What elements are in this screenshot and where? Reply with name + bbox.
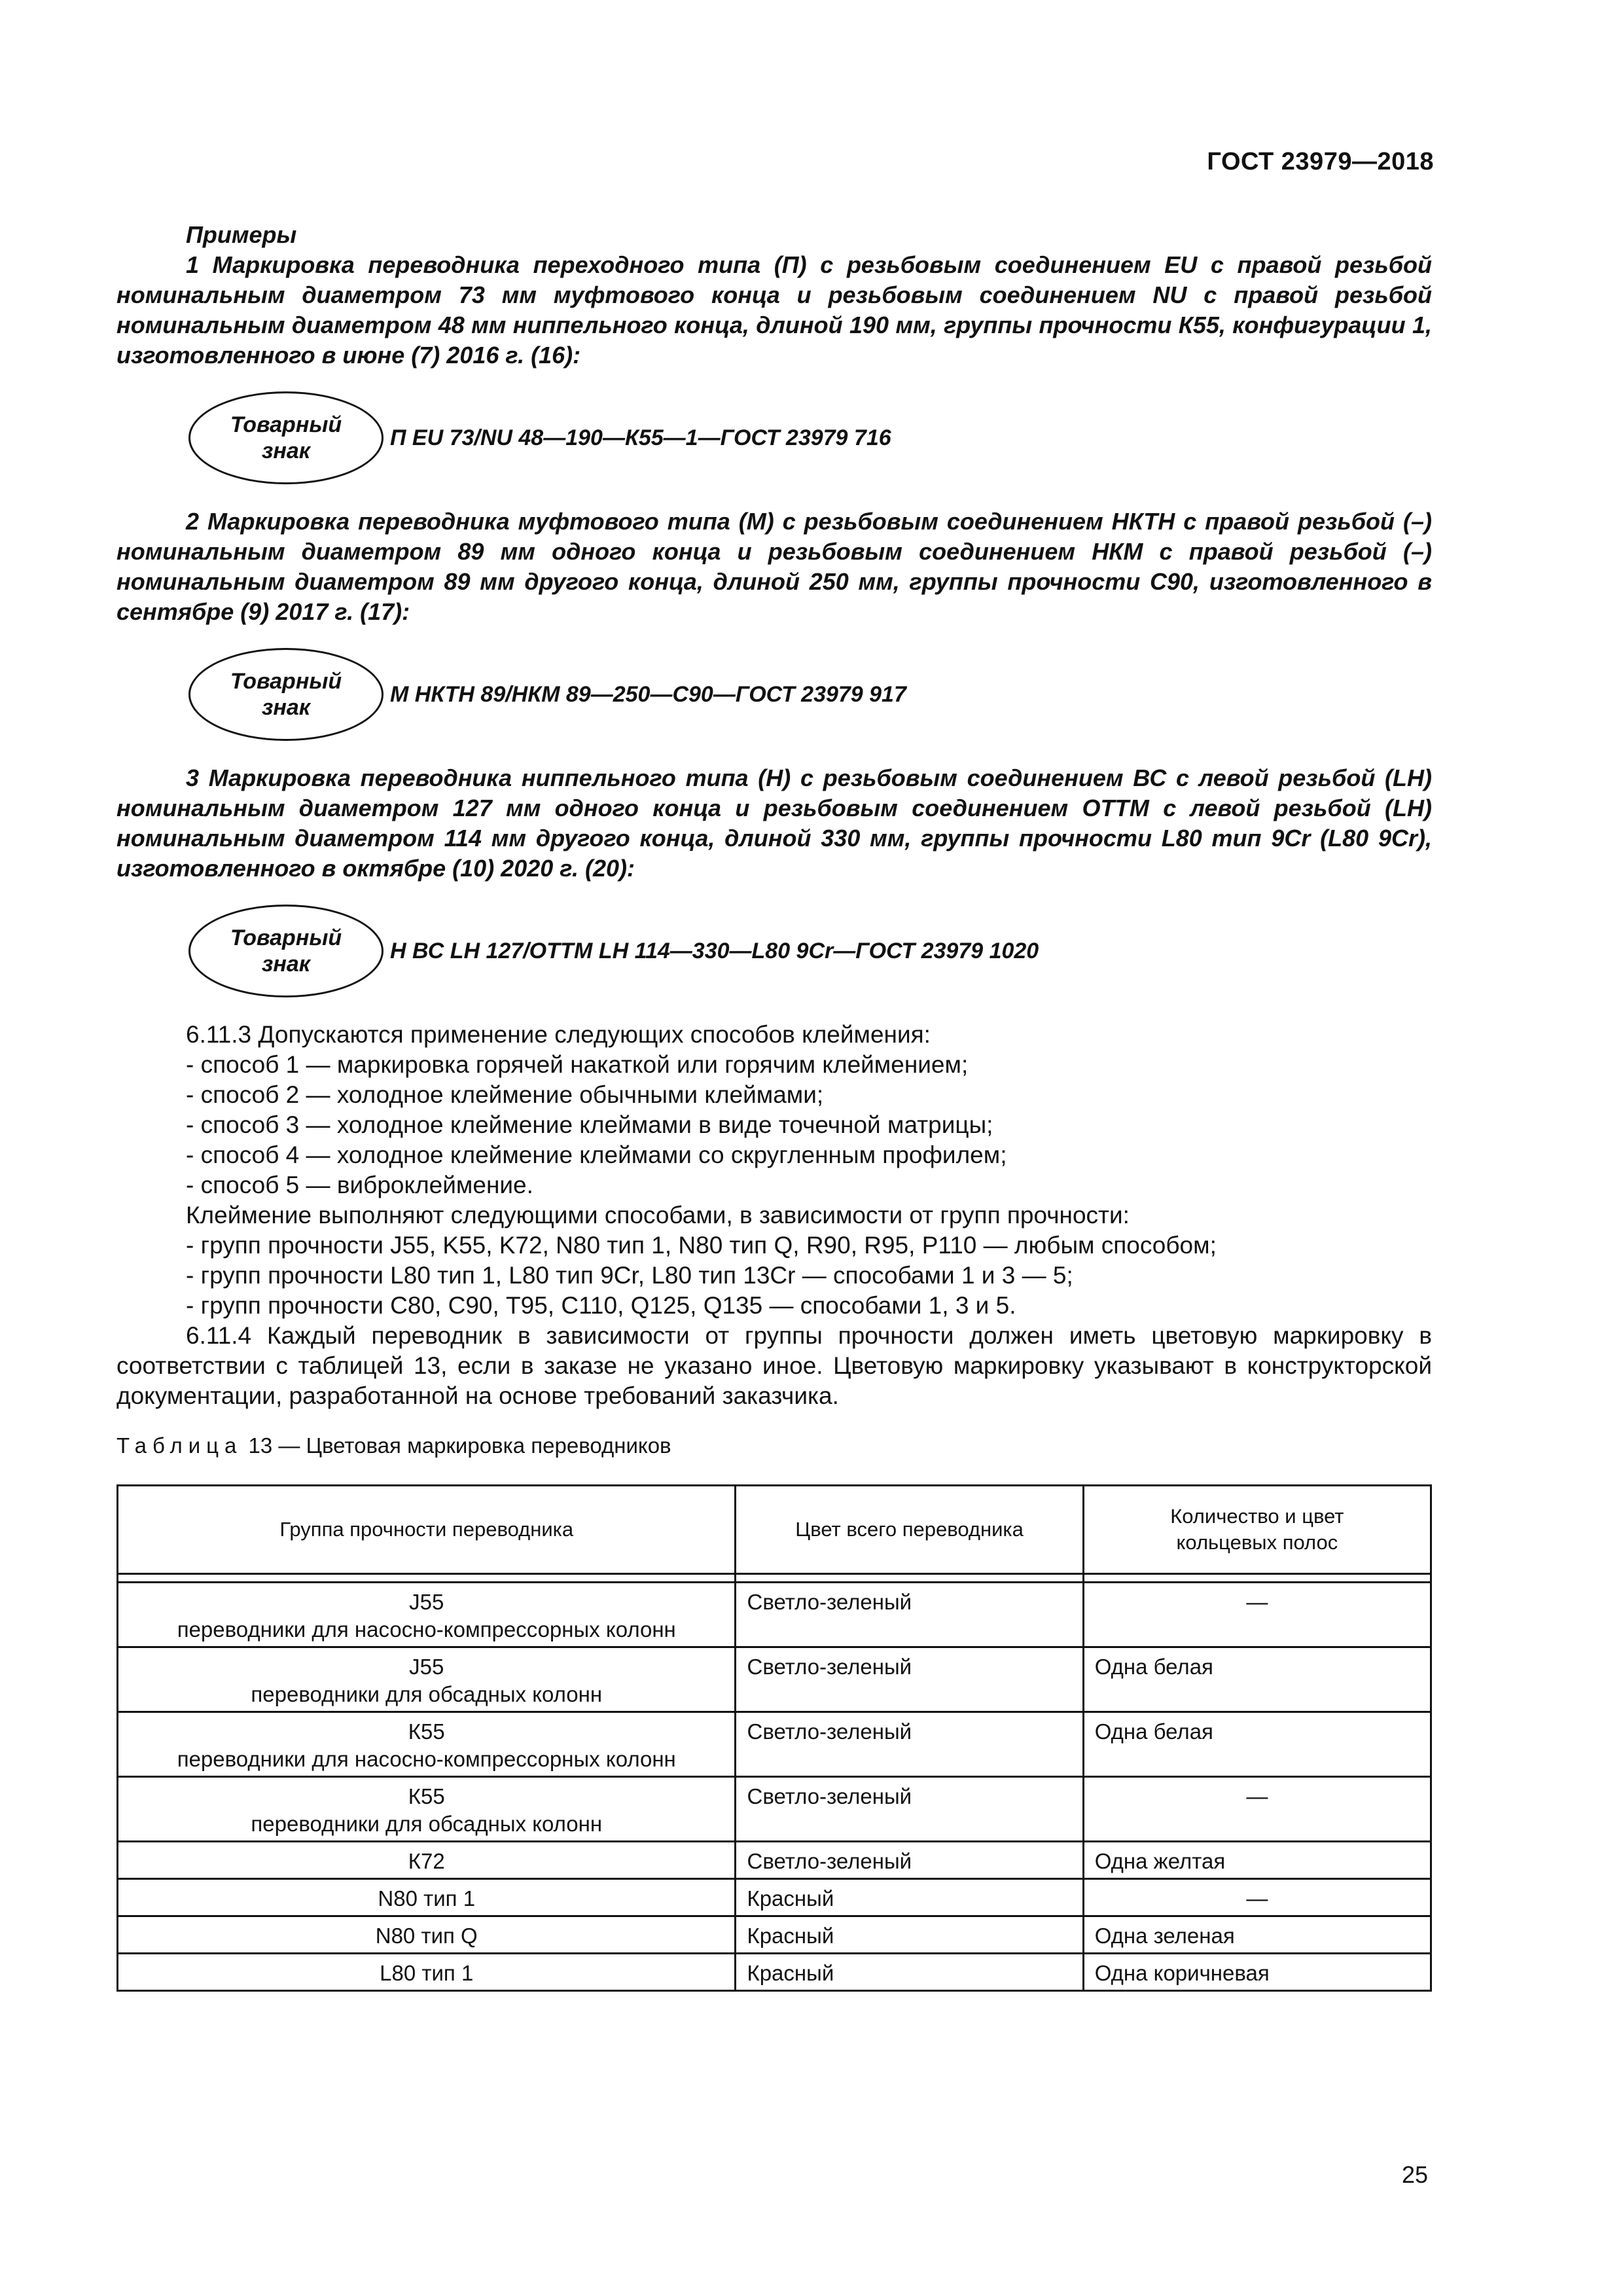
marking-code: М НКТН 89/НКМ 89—250—С90—ГОСТ 23979 917 xyxy=(390,682,906,707)
trademark-line2: знак xyxy=(261,695,311,720)
cell-color: Красный xyxy=(736,1954,1083,1991)
example-3-marking xyxy=(188,905,1432,997)
trademark-line2: знак xyxy=(261,952,311,977)
section-6-11-4: 6.11.4 Каждый переводник в зависимости от группы прочности должен иметь цветовую маркировку в соответствии с таблицей 13, если в заказе не указано иное. Цветовую маркировку указывают в конструкторской документации, разработанной на основе требований заказчика. xyxy=(116,1322,1432,1409)
group-item: - групп прочности J55, K55, K72, N80 тип 1, N80 тип Q, R90, R95, P110 — любым способом; xyxy=(186,1232,1217,1259)
trademark-line1: Товарный xyxy=(230,412,342,437)
group-subtype: переводники для обсадных колонн xyxy=(251,1812,603,1836)
cell-bands: — xyxy=(1083,1879,1431,1916)
trademark-oval xyxy=(188,905,383,997)
cell-group xyxy=(118,1583,736,1647)
cell-group: L80 тип 1 xyxy=(118,1954,736,1991)
group-name: J55 xyxy=(409,1655,444,1679)
cell-color: Светло-зеленый xyxy=(736,1647,1083,1712)
table-caption-rest: 13 — Цветовая маркировка переводников xyxy=(242,1433,671,1458)
trademark-line2: знак xyxy=(261,439,311,463)
trademark-oval xyxy=(188,648,383,741)
page-content xyxy=(116,220,1432,1992)
cell-group: N80 тип 1 xyxy=(118,1879,736,1916)
table-row xyxy=(118,1583,1431,1647)
cell-bands: Одна белая xyxy=(1083,1647,1431,1712)
color-marking-table xyxy=(116,1484,1432,1992)
group-subtype: переводники для насосно-компрессорных колонн xyxy=(177,1617,676,1641)
example-3-text: 3 Маркировка переводника ниппельного типа (Н) с резьбовым соединением ВС с левой резьбой (LH) номинальным диаметром 127 мм одного конца и резьбовым соединением ОТТМ с левой резьбой (LH) номинальным диаметром 114 мм другого конца, длиной 330 мм, группы прочности L80 тип 9Cr (L80 9Cr), изготовленного в октябре (10) 2020 г. (20): xyxy=(116,764,1432,882)
method-item: - способ 5 — виброклеймение. xyxy=(186,1172,533,1198)
table-caption-word: Таблица xyxy=(116,1433,243,1458)
header-band-line1: Количество и цвет xyxy=(1170,1505,1344,1528)
group-name: К55 xyxy=(408,1719,445,1744)
cell-color: Светло-зеленый xyxy=(736,1842,1083,1879)
cell-bands: — xyxy=(1083,1583,1431,1647)
group-subtype: переводники для насосно-компрессорных колонн xyxy=(177,1747,676,1771)
cell-group xyxy=(118,1712,736,1777)
group-name: J55 xyxy=(409,1590,444,1614)
examples-title: Примеры xyxy=(186,221,297,248)
cell-bands: Одна зеленая xyxy=(1083,1916,1431,1954)
cell-color: Светло-зеленый xyxy=(736,1777,1083,1842)
groups-intro: Клеймение выполняют следующими способами, в зависимости от групп прочности: xyxy=(186,1202,1130,1229)
header-body-color: Цвет всего переводника xyxy=(736,1486,1083,1574)
method-item: - способ 4 — холодное клеймение клеймами со скругленным профилем; xyxy=(186,1141,1007,1168)
group-item: - групп прочности С80, С90, Т95, С110, Q125, Q135 — способами 1, 3 и 5. xyxy=(186,1292,1016,1319)
example-2-text: 2 Маркировка переводника муфтового типа (М) с резьбовым соединением НКТН с правой резьбой (–) номинальным диаметром 89 мм одного конца и резьбовым соединением НКМ с правой резьбой (–) номинальным диаметром 89 мм другого конца, длиной 250 мм, группы прочности С90, изготовленного в сентябре (9) 2017 г. (17): xyxy=(116,508,1432,625)
trademark-line1: Товарный xyxy=(230,669,342,694)
section-6-11-3-intro: 6.11.3 Допускаются применение следующих способов клеймения: xyxy=(186,1021,931,1048)
table-row xyxy=(118,1647,1431,1712)
cell-group: К72 xyxy=(118,1842,736,1879)
cell-color: Красный xyxy=(736,1879,1083,1916)
group-subtype: переводники для обсадных колонн xyxy=(251,1682,603,1706)
example-2-marking xyxy=(188,648,1432,741)
table-row xyxy=(118,1712,1431,1777)
example-1-text: 1 Маркировка переводника переходного типа (П) с резьбовым соединением EU с правой резьбой номинальным диаметром 73 мм муфтового конца и резьбовым соединением NU с правой резьбой номинальным диаметром 48 мм ниппельного конца, длиной 190 мм, группы прочности К55, конфигурации 1, изготовленного в июне (7) 2016 г. (16): xyxy=(116,251,1432,368)
document-header: ГОСТ 23979—2018 xyxy=(1207,148,1434,175)
cell-color: Светло-зеленый xyxy=(736,1583,1083,1647)
header-band-color xyxy=(1083,1486,1431,1574)
group-name: К55 xyxy=(408,1784,445,1808)
cell-color: Красный xyxy=(736,1916,1083,1954)
table-header-row xyxy=(118,1486,1431,1574)
group-item: - групп прочности L80 тип 1, L80 тип 9Cr, L80 тип 13Cr — способами 1 и 3 — 5; xyxy=(186,1262,1073,1289)
table-row xyxy=(118,1879,1431,1916)
table-row xyxy=(118,1777,1431,1842)
table-row xyxy=(118,1842,1431,1879)
method-item: - способ 3 — холодное клеймение клеймами в виде точечной матрицы; xyxy=(186,1111,993,1138)
method-item: - способ 1 — маркировка горячей накаткой или горячим клеймением; xyxy=(186,1051,969,1078)
cell-bands: — xyxy=(1083,1777,1431,1842)
cell-bands: Одна желтая xyxy=(1083,1842,1431,1879)
header-strength-group: Группа прочности переводника xyxy=(118,1486,736,1574)
cell-group xyxy=(118,1647,736,1712)
cell-color: Светло-зеленый xyxy=(736,1712,1083,1777)
header-band-line2: кольцевых полос xyxy=(1176,1531,1338,1554)
header-separator xyxy=(118,1574,1431,1583)
table-caption xyxy=(116,1431,1432,1461)
trademark-line1: Товарный xyxy=(230,925,342,950)
cell-bands: Одна белая xyxy=(1083,1712,1431,1777)
method-item: - способ 2 — холодное клеймение обычными клеймами; xyxy=(186,1081,824,1108)
table-row xyxy=(118,1916,1431,1954)
cell-group xyxy=(118,1777,736,1842)
table-row xyxy=(118,1954,1431,1991)
example-1-marking xyxy=(188,391,1432,484)
marking-code: Н ВС LH 127/ОТТМ LH 114—330—L80 9Cr—ГОСТ 23979 1020 xyxy=(390,939,1039,963)
trademark-oval xyxy=(188,391,383,484)
page-number: 25 xyxy=(1401,2161,1428,2188)
cell-group: N80 тип Q xyxy=(118,1916,736,1954)
marking-code: П EU 73/NU 48—190—К55—1—ГОСТ 23979 716 xyxy=(390,425,891,450)
cell-bands: Одна коричневая xyxy=(1083,1954,1431,1991)
